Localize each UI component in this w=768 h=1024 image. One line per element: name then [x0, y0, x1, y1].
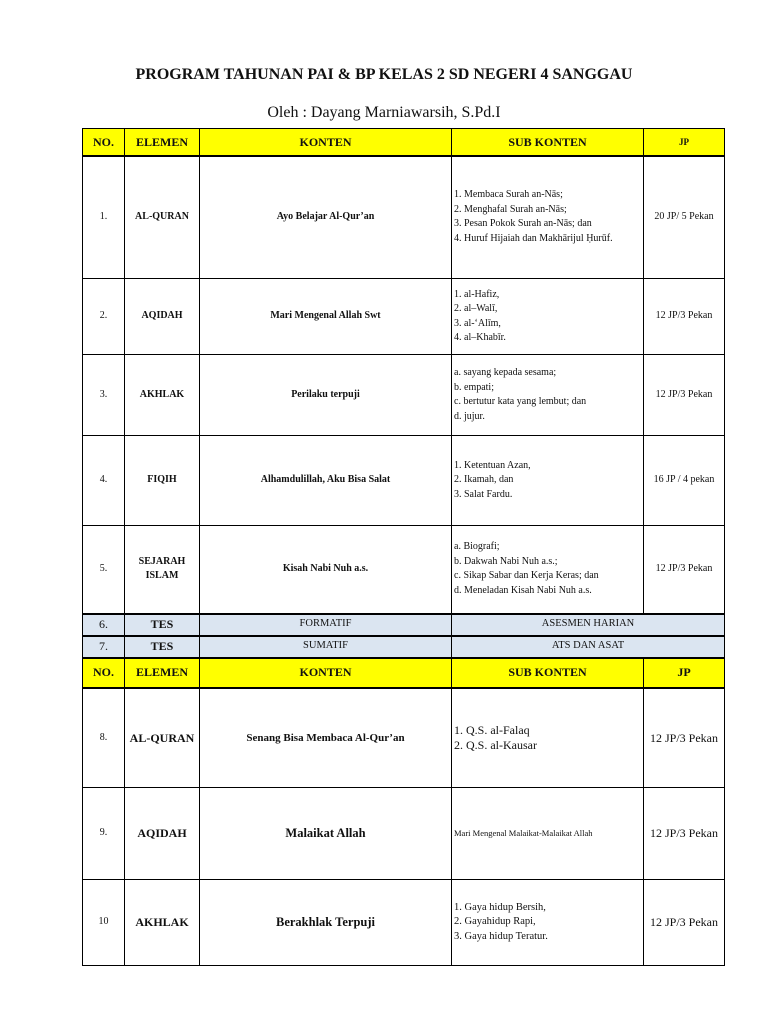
sub-item: b. empati; [454, 381, 494, 393]
header-elemen: ELEMEN [125, 129, 200, 156]
sub-item: b. Dakwah Nabi Nuh a.s.; [454, 555, 558, 567]
row-konten: FORMATIF [200, 614, 452, 636]
row-sub-konten [452, 156, 644, 279]
row-konten: Kisah Nabi Nuh a.s. [200, 526, 452, 614]
row-konten: Mari Mengenal Allah Swt [200, 279, 452, 355]
row-jp: 12 JP/3 Pekan [644, 279, 725, 355]
row-elemen: TES [125, 614, 200, 636]
header-sub-konten: SUB KONTEN [452, 129, 644, 156]
header-jp: JP [644, 129, 725, 156]
table-row [83, 880, 725, 966]
row-sub-konten: ATS DAN ASAT [452, 636, 725, 658]
row-elemen: AQIDAH [125, 279, 200, 355]
row-sub-konten [452, 526, 644, 614]
sub-item: 3. Pesan Pokok Surah an-Nās; dan [454, 218, 592, 230]
row-sub-konten [452, 880, 644, 966]
sub-item: c. Sikap Sabar dan Kerja Keras; dan [454, 570, 599, 582]
row-jp: 12 JP/3 Pekan [644, 880, 725, 966]
row-elemen: AKHLAK [125, 355, 200, 436]
table-row [83, 156, 725, 279]
row-no: 9. [83, 788, 125, 880]
sub-item: 3. al-‘Alīm, [454, 317, 501, 329]
row-no: 4. [83, 436, 125, 526]
sub-item: 2. al–Walī, [454, 303, 498, 314]
row-konten: Senang Bisa Membaca Al-Qur’an [200, 688, 452, 788]
row-konten: Perilaku terpuji [200, 355, 452, 436]
table-row [83, 355, 725, 436]
sub-item: 1. Gaya hidup Bersih, [454, 901, 546, 913]
header-no: NO. [83, 129, 125, 156]
sub-item: 3. Gaya hidup Teratur. [454, 930, 548, 942]
row-sub-konten [452, 355, 644, 436]
row-sub-konten [452, 788, 644, 880]
row-elemen: FIQIH [125, 436, 200, 526]
row-sub-konten [452, 688, 644, 788]
document-author: Oleh : Dayang Marniawarsih, S.Pd.I [267, 104, 501, 121]
document-title: PROGRAM TAHUNAN PAI & BP KELAS 2 SD NEGERI 4 SANGGAU [135, 66, 633, 83]
row-jp: 12 JP/3 Pekan [644, 688, 725, 788]
row-no: 10 [83, 880, 125, 966]
row-jp: 12 JP/3 Pekan [644, 526, 725, 614]
row-no: 7. [83, 636, 125, 658]
table-row [83, 788, 725, 880]
row-jp: 20 JP/ 5 Pekan [644, 156, 725, 279]
row-elemen: AKHLAK [125, 880, 200, 966]
sub-item: Mari Mengenal Malaikat-Malaikat Allah [454, 828, 593, 839]
tes-row [83, 636, 725, 658]
row-jp: 12 JP/3 Pekan [644, 355, 725, 436]
row-elemen: AQIDAH [125, 788, 200, 880]
sub-item: 2. Menghafal Surah an-Nās; [454, 203, 567, 215]
sub-item: 2. Gayahidup Rapi, [454, 916, 536, 928]
table-row [83, 688, 725, 788]
sub-item: 4. al–Khabīr. [454, 332, 506, 343]
row-elemen: AL-QURAN [125, 688, 200, 788]
row-elemen: SEJARAH ISLAM [125, 526, 200, 614]
tes-row [83, 614, 725, 636]
sub-item: 1. Q.S. al-Falaq [454, 722, 530, 737]
table-row [83, 279, 725, 355]
row-elemen: TES [125, 636, 200, 658]
row-sub-konten [452, 279, 644, 355]
program-table [82, 128, 725, 966]
row-konten: Berakhlak Terpuji [200, 880, 452, 966]
sub-item: c. bertutur kata yang lembut; dan [454, 396, 587, 407]
table-header-row [83, 129, 725, 156]
table-row [83, 436, 725, 526]
row-sub-konten [452, 436, 644, 526]
row-no: 3. [83, 355, 125, 436]
sub-item: 4. Huruf Hijaiah dan Makhārijul Ḥurūf. [454, 232, 613, 244]
row-elemen: AL-QURAN [125, 156, 200, 279]
row-konten: Malaikat Allah [200, 788, 452, 880]
sub-item: a. sayang kepada sesama; [454, 367, 557, 378]
header-jp: JP [644, 658, 725, 688]
sub-item: 1. al-Hafiz, [454, 288, 500, 300]
row-no: 8. [83, 688, 125, 788]
row-jp: 12 JP/3 Pekan [644, 788, 725, 880]
sub-item: 1. Ketentuan Azan, [454, 459, 531, 471]
sub-item: a. Biografi; [454, 541, 500, 553]
row-no: 6. [83, 614, 125, 636]
sub-item: 2. Q.S. al-Kausar [454, 737, 537, 752]
header-konten: KONTEN [200, 658, 452, 688]
row-jp: 16 JP / 4 pekan [644, 436, 725, 526]
row-no: 2. [83, 279, 125, 355]
row-konten: Ayo Belajar Al-Qur’an [200, 156, 452, 279]
row-no: 5. [83, 526, 125, 614]
sub-item: 3. Salat Fardu. [454, 488, 513, 500]
header-konten: KONTEN [200, 129, 452, 156]
sub-item: d. jujur. [454, 410, 485, 422]
sub-item: 2. Ikamah, dan [454, 474, 514, 486]
row-konten: Alhamdulillah, Aku Bisa Salat [200, 436, 452, 526]
header-elemen: ELEMEN [125, 658, 200, 688]
table-row [83, 526, 725, 614]
header-sub-konten: SUB KONTEN [452, 658, 644, 688]
header-no: NO. [83, 658, 125, 688]
sub-item: 1. Membaca Surah an-Nās; [454, 189, 563, 201]
sub-item: d. Meneladan Kisah Nabi Nuh a.s. [454, 584, 592, 596]
table-header-row [83, 658, 725, 688]
row-konten: SUMATIF [200, 636, 452, 658]
row-sub-konten: ASESMEN HARIAN [452, 614, 725, 636]
row-no: 1. [83, 156, 125, 279]
